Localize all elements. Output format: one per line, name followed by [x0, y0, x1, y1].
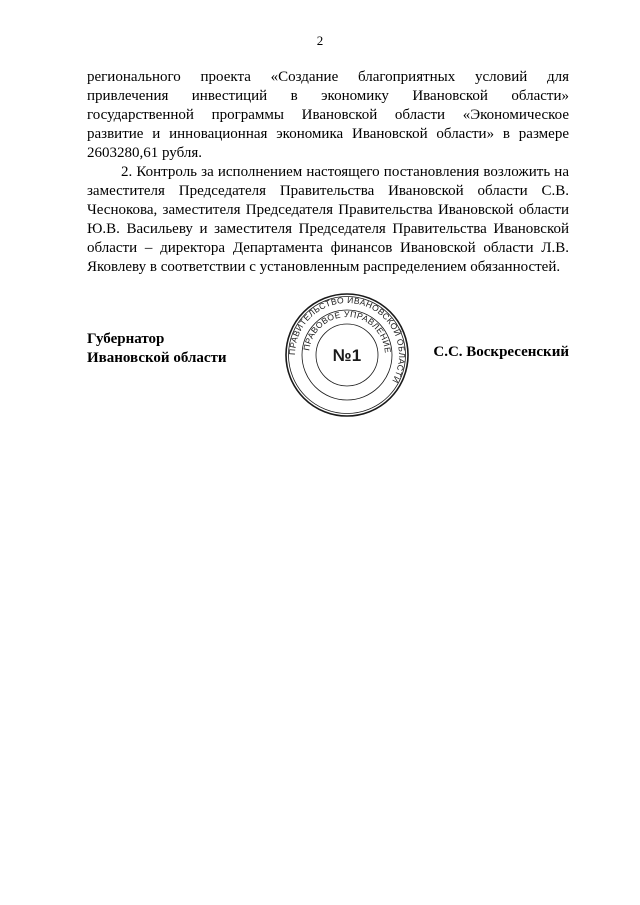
signature-block	[87, 294, 569, 420]
document-body	[87, 68, 569, 277]
signatory-position-line2: Ивановской области	[87, 350, 227, 366]
signatory-position-line1: Губернатор	[87, 331, 165, 347]
official-seal	[282, 290, 412, 420]
seal-outer-text: ПРАВИТЕЛЬСТВО ИВАНОВСКОЙ ОБЛАСТИ	[286, 294, 408, 385]
seal-inner-text: ПРАВОВОЕ УПРАВЛЕНИЕ	[301, 308, 394, 354]
paragraph-1: регионального проекта «Создание благоприятных условий для привлечения инвестиций в экономику Ивановской области» государственной программы Ивановской области «Экономическое развитие и инновационная экономика Ивановской области» в размере 2603280,61 рубля.	[87, 69, 569, 161]
page-number: 2	[316, 33, 324, 48]
signatory-position	[87, 330, 227, 368]
paragraph-2: 2. Контроль за исполнением настоящего постановления возложить на заместителя Председателя Правительства Ивановской области С.В. Чеснокова, заместителя Председателя Правительства Ивановской области Ю.В. Васильеву и заместителя Председателя Правительства Ивановской области – директора Департамента финансов Ивановской области Л.В. Яковлеву в соответствии с установленным распределением обязанностей.	[87, 164, 569, 275]
signatory-name: С.С. Воскресенский	[433, 344, 569, 360]
seal-number: №1	[332, 346, 362, 365]
